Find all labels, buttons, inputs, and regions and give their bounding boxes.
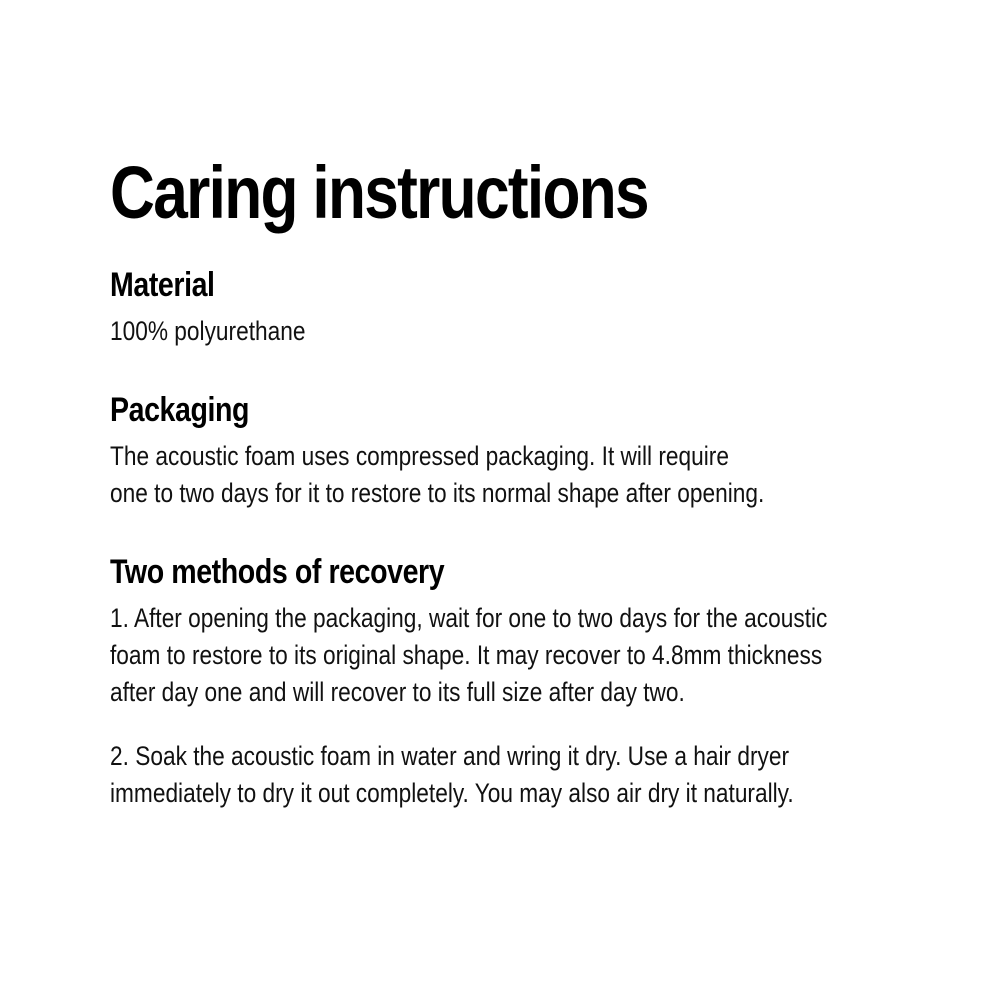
recovery-heading: Two methods of recovery bbox=[110, 553, 445, 592]
section-recovery bbox=[110, 552, 984, 812]
recovery-method-1-line: foam to restore to its original shape. It may recover to 4.8mm thickness bbox=[110, 640, 823, 671]
section-packaging bbox=[110, 390, 984, 512]
recovery-method-1-line: after day one and will recover to its full size after day two. bbox=[110, 677, 685, 708]
packaging-heading: Packaging bbox=[110, 391, 250, 430]
recovery-method-1 bbox=[110, 600, 984, 711]
content-block bbox=[110, 152, 984, 812]
recovery-method-1-line: 1. After opening the packaging, wait for one to two days for the acoustic bbox=[110, 603, 828, 634]
material-heading: Material bbox=[110, 266, 215, 305]
page-title: Caring instructions bbox=[110, 151, 648, 234]
recovery-method-2-line: immediately to dry it out completely. You may also air dry it naturally. bbox=[110, 778, 794, 809]
packaging-body bbox=[110, 438, 984, 512]
packaging-line: one to two days for it to restore to its normal shape after opening. bbox=[110, 478, 765, 509]
section-material bbox=[110, 265, 984, 350]
packaging-line: The acoustic foam uses compressed packaging. It will require bbox=[110, 441, 729, 472]
material-body: 100% polyurethane bbox=[110, 316, 306, 347]
recovery-method-2 bbox=[110, 738, 984, 812]
recovery-method-2-line: 2. Soak the acoustic foam in water and wring it dry. Use a hair dryer bbox=[110, 741, 790, 772]
